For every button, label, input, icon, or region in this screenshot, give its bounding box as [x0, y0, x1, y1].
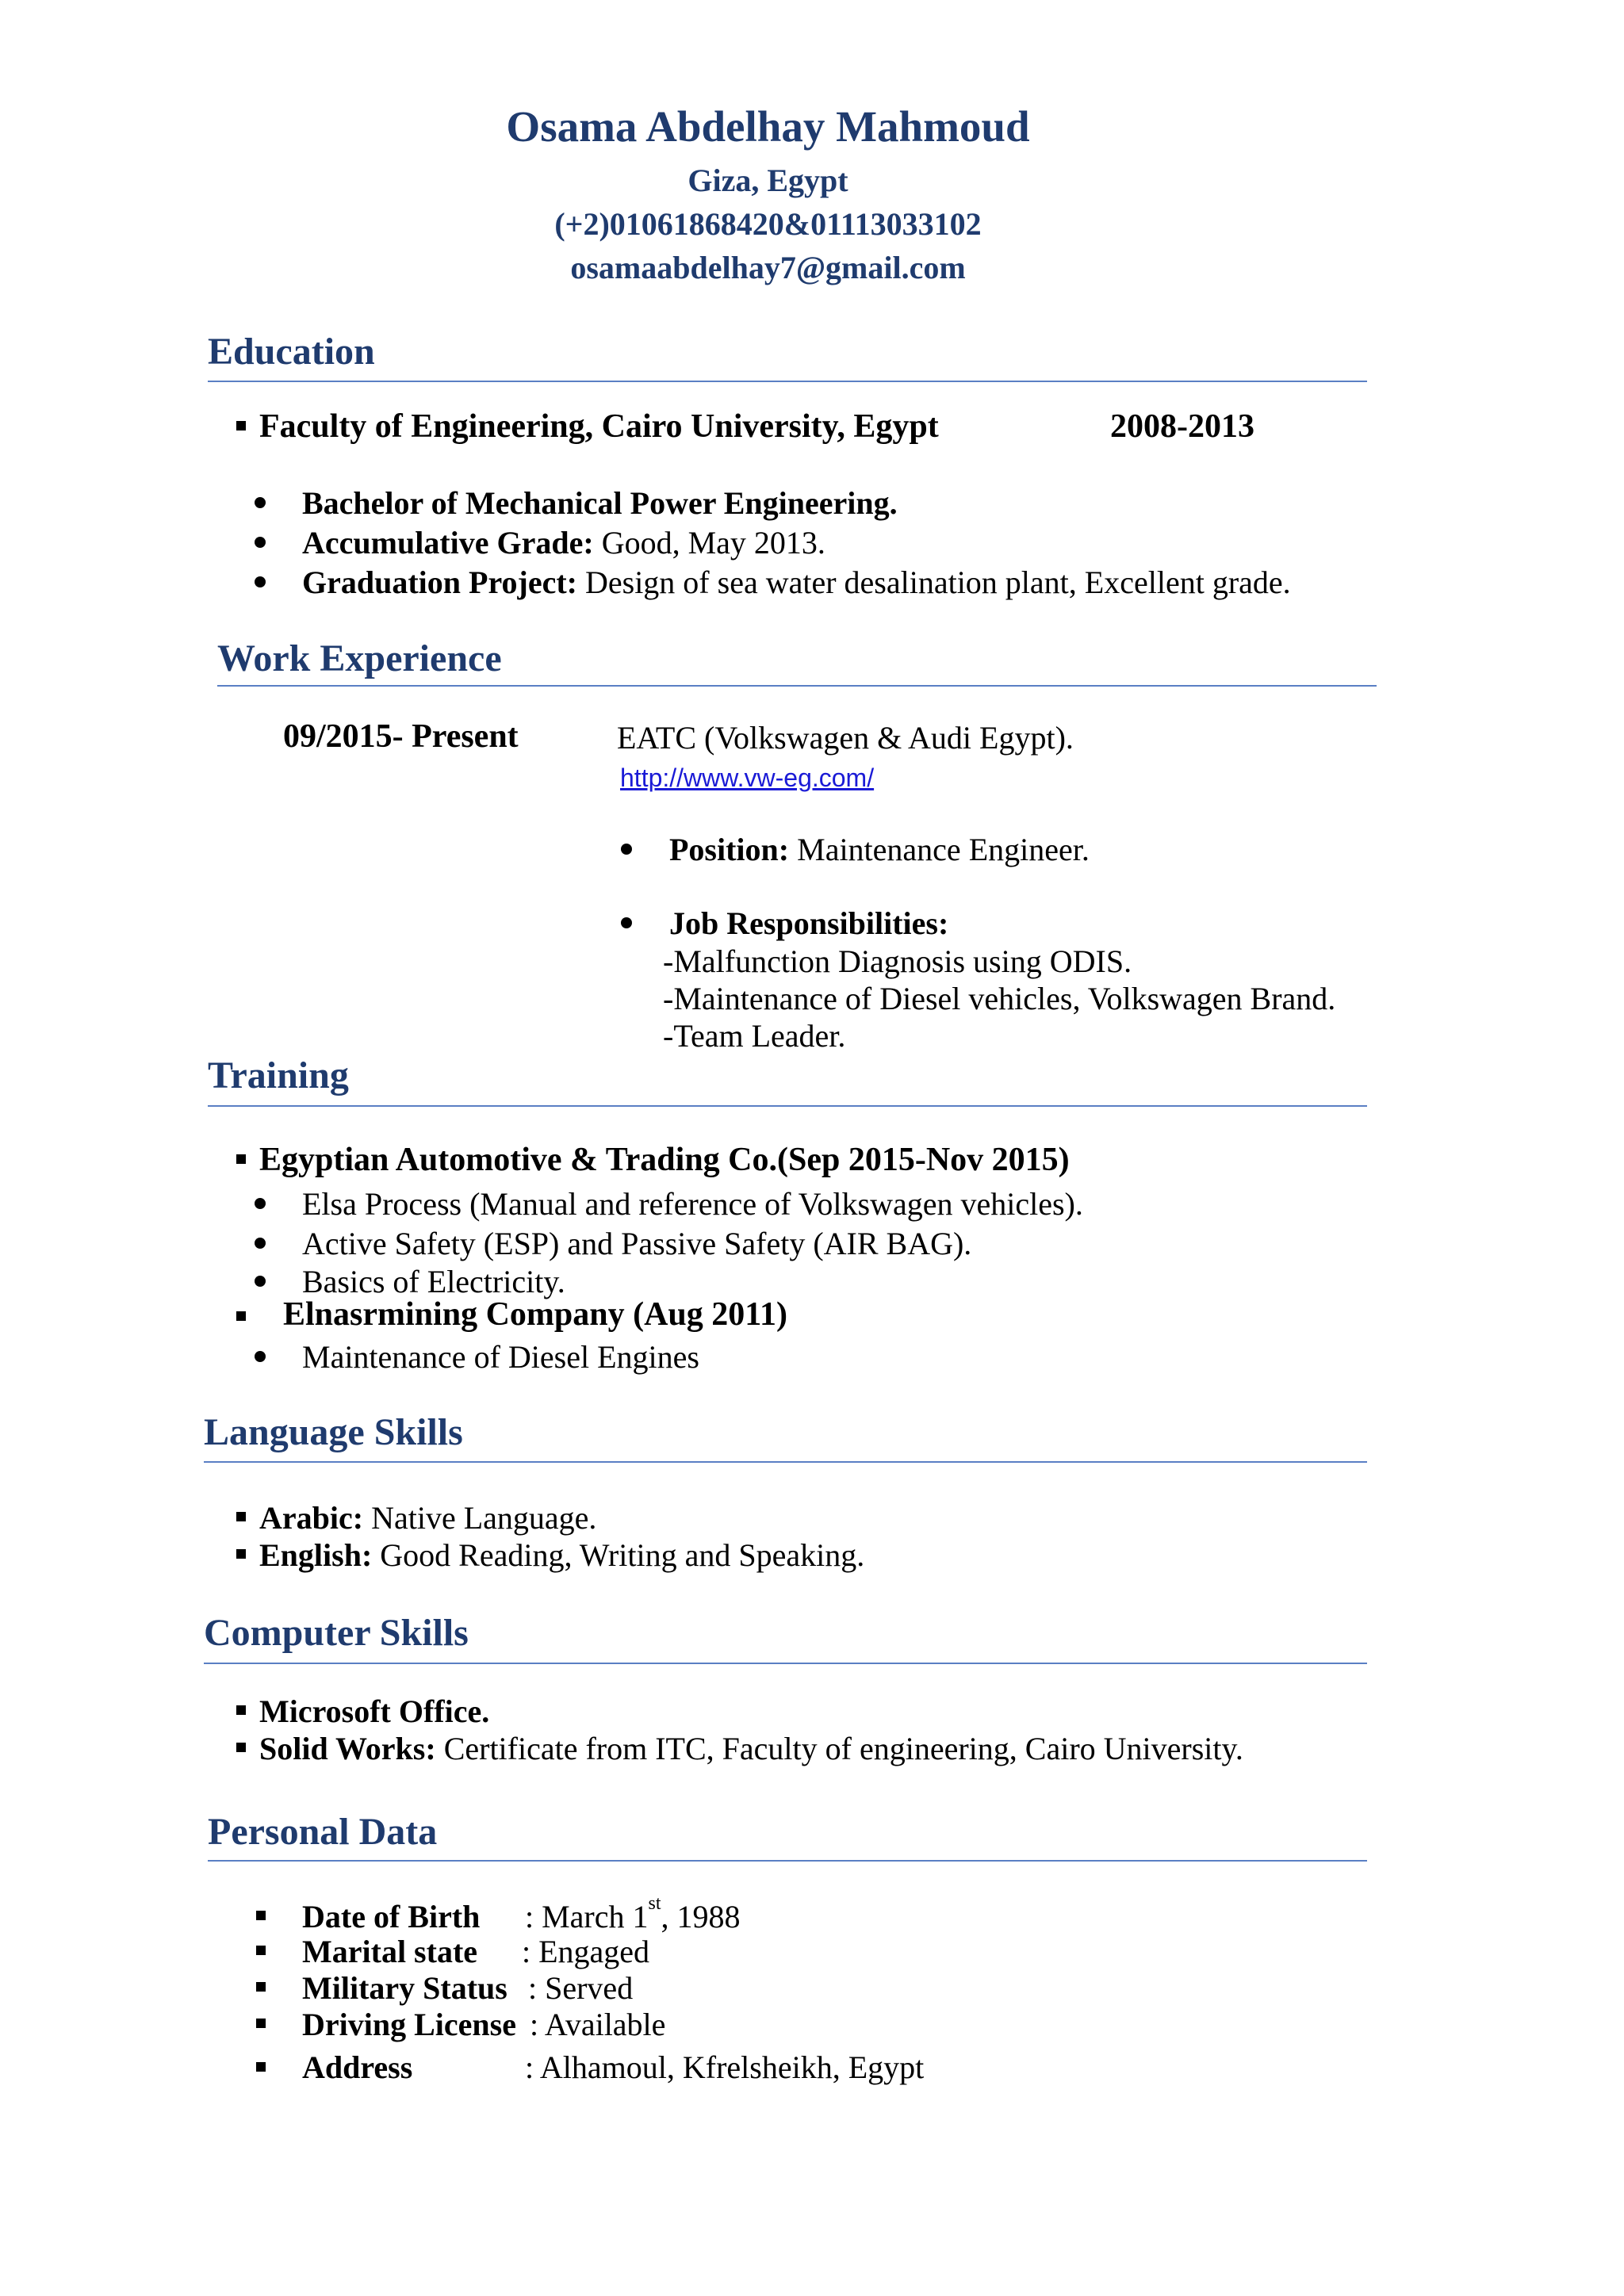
personal-heading: Personal Data	[208, 1811, 438, 1853]
education-years: 2008-2013	[1110, 408, 1254, 445]
work-divider	[217, 685, 1377, 687]
responsibility-item: -Team Leader.	[663, 1018, 846, 1054]
dob-label: Date of Birth	[302, 1899, 481, 1934]
military-value: : Served	[528, 1970, 634, 2006]
work-heading: Work Experience	[217, 637, 502, 679]
bullet-dot	[255, 1351, 266, 1362]
work-period: 09/2015- Present	[283, 718, 519, 755]
dob-value: : March 1st, 1988	[525, 1893, 741, 1934]
training-item: Elsa Process (Manual and reference of Volkswagen vehicles).	[302, 1186, 1083, 1222]
personal-divider	[208, 1860, 1367, 1862]
language-divider	[204, 1461, 1367, 1463]
work-position: Position: Maintenance Engineer.	[669, 832, 1090, 867]
language-heading: Language Skills	[204, 1411, 463, 1453]
address-label: Address	[302, 2049, 413, 2085]
bullet-dot	[255, 1276, 266, 1287]
candidate-name: Osama Abdelhay Mahmoud	[506, 102, 1030, 151]
computer-skill-solidworks: Solid Works: Certificate from ITC, Faculty of engineering, Cairo University.	[259, 1731, 1243, 1766]
address-value: : Alhamoul, Kfrelsheikh, Egypt	[525, 2049, 925, 2085]
bullet-dot	[621, 844, 632, 855]
training-org-2: Elnasrmining Company (Aug 2011)	[283, 1296, 787, 1333]
education-divider	[208, 381, 1367, 382]
bullet-dot	[255, 1238, 266, 1249]
education-grade: Accumulative Grade: Good, May 2013.	[302, 525, 825, 561]
military-label: Military Status	[302, 1970, 508, 2006]
bullet-square	[236, 1311, 246, 1321]
bullet-square	[256, 1982, 266, 1992]
bullet-square	[256, 1911, 266, 1920]
driving-value: : Available	[530, 2007, 666, 2042]
bullet-dot	[255, 497, 266, 508]
computer-skill-office: Microsoft Office.	[259, 1693, 490, 1729]
email: osamaabdelhay7@gmail.com	[570, 250, 966, 285]
bullet-square	[256, 2062, 266, 2072]
training-heading: Training	[208, 1054, 349, 1096]
location: Giza, Egypt	[688, 163, 848, 198]
work-company: EATC (Volkswagen & Audi Egypt).	[617, 720, 1074, 756]
education-heading: Education	[208, 331, 375, 373]
education-degree: Bachelor of Mechanical Power Engineering.	[302, 485, 898, 521]
training-org-1: Egyptian Automotive & Trading Co.(Sep 2015-Nov 2015)	[259, 1142, 1070, 1178]
bullet-square	[236, 1743, 246, 1752]
bullet-square	[236, 1512, 246, 1521]
bullet-dot	[255, 576, 266, 587]
bullet-dot	[255, 537, 266, 548]
training-item: Maintenance of Diesel Engines	[302, 1339, 699, 1375]
bullet-square	[236, 1154, 246, 1164]
education-project: Graduation Project: Design of sea water desalination plant, Excellent grade.	[302, 564, 1291, 600]
education-institution: Faculty of Engineering, Cairo University, Egypt	[259, 408, 939, 445]
bullet-dot	[621, 917, 632, 928]
language-arabic: Arabic: Native Language.	[259, 1500, 597, 1536]
computer-divider	[204, 1663, 1367, 1664]
training-divider	[208, 1105, 1367, 1107]
computer-heading: Computer Skills	[204, 1612, 469, 1654]
driving-label: Driving License	[302, 2007, 516, 2042]
training-item: Active Safety (ESP) and Passive Safety (AIR BAG).	[302, 1226, 972, 1261]
bullet-square	[256, 2019, 266, 2028]
marital-label: Marital state	[302, 1934, 478, 1969]
bullet-square	[236, 1705, 246, 1715]
bullet-square	[236, 421, 246, 430]
responsibility-item: -Malfunction Diagnosis using ODIS.	[663, 943, 1132, 979]
bullet-dot	[255, 1198, 266, 1209]
bullet-square	[256, 1946, 266, 1955]
responsibilities-label: Job Responsibilities:	[669, 905, 949, 941]
responsibility-item: -Maintenance of Diesel vehicles, Volkswagen Brand.	[663, 981, 1336, 1016]
training-item: Basics of Electricity.	[302, 1264, 565, 1299]
language-english: English: Good Reading, Writing and Speaking.	[259, 1537, 865, 1573]
marital-value: : Engaged	[522, 1934, 650, 1969]
company-website-link[interactable]: http://www.vw-eg.com/	[620, 763, 875, 792]
bullet-square	[236, 1549, 246, 1559]
phone: (+2)01061868420&01113033102	[554, 206, 982, 242]
